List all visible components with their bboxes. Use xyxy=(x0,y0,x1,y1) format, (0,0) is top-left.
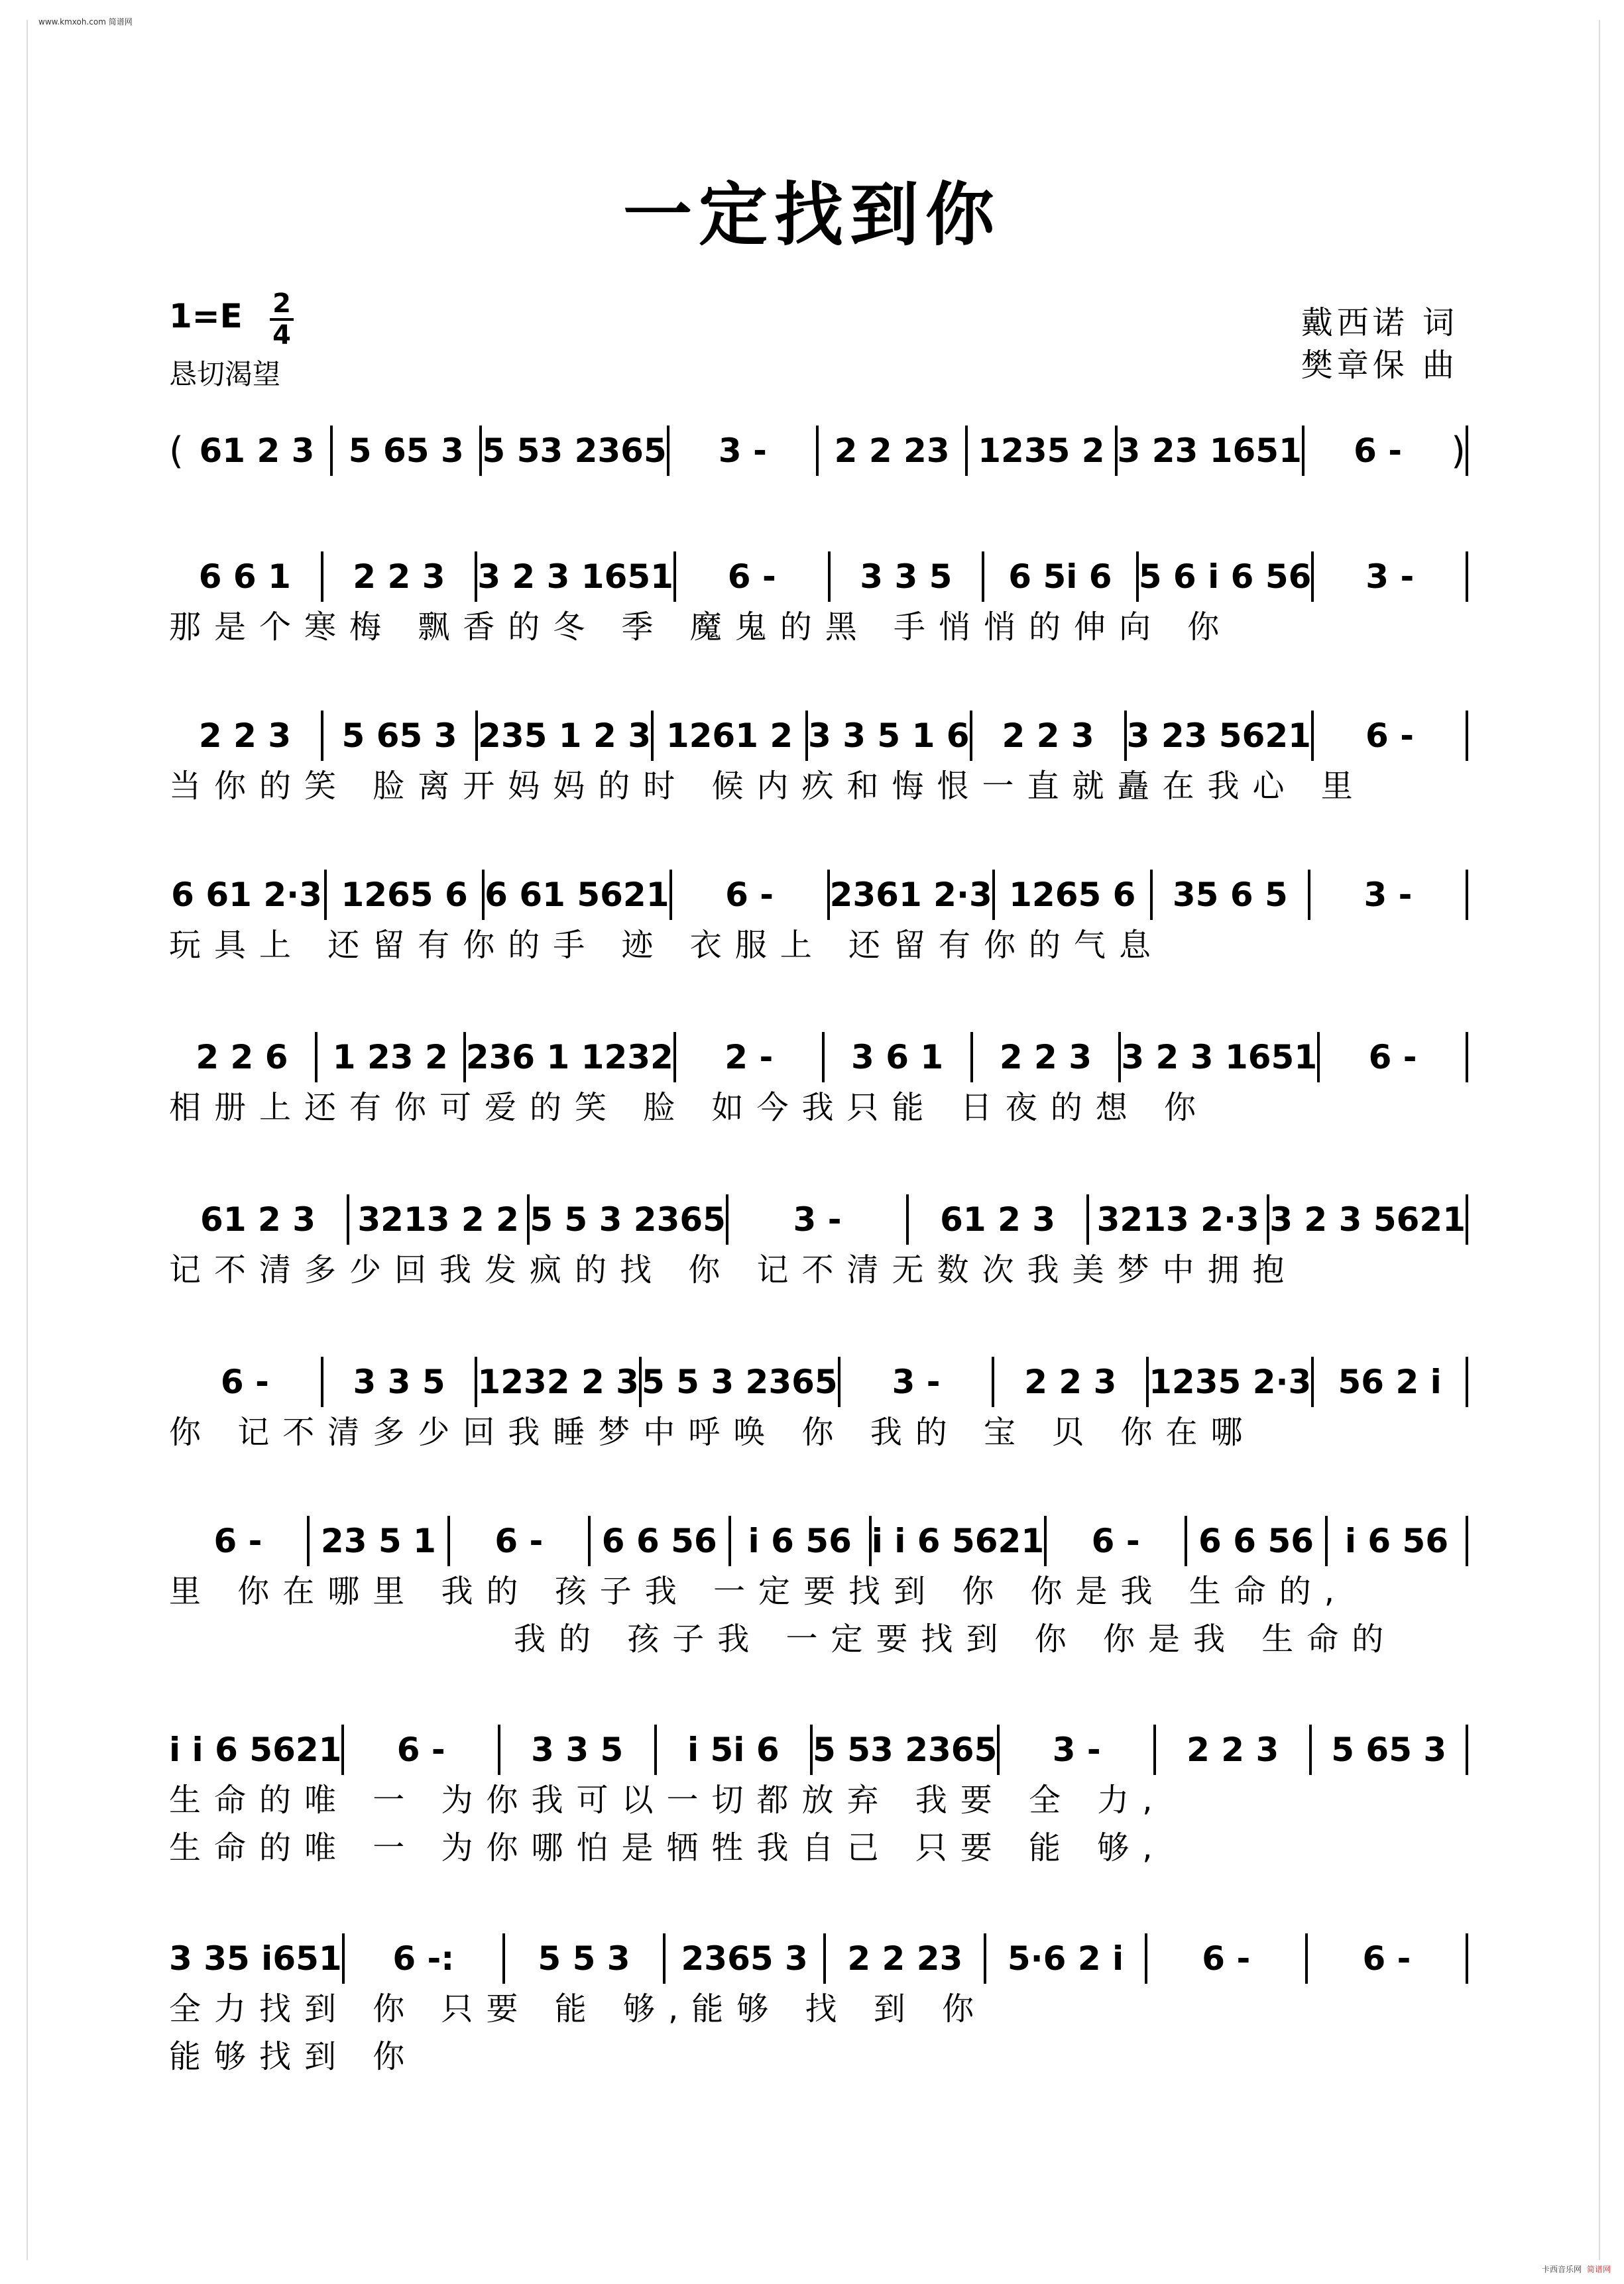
measure: 6 6 1 xyxy=(198,557,291,596)
measure: 5 53 2365 xyxy=(813,1731,998,1769)
measure: 1235 2·3 xyxy=(1149,1363,1312,1401)
score-system xyxy=(169,1932,1468,2081)
measure: 6 6 56 xyxy=(601,1522,717,1560)
barline xyxy=(1466,711,1468,761)
measure: 3213 2·3 xyxy=(1096,1200,1259,1239)
measure: 1265 6 xyxy=(1009,876,1136,914)
measure: 61 2 3 xyxy=(940,1200,1056,1239)
measure: 5 65 3 xyxy=(341,716,457,755)
measure: 6 - xyxy=(1091,1522,1140,1560)
notation-line xyxy=(169,1193,1468,1246)
barline xyxy=(1466,1516,1468,1566)
repeat-bracket-open: ( xyxy=(169,429,184,473)
footer-site-name: 卡西音乐网 xyxy=(1541,2265,1582,2274)
measure: 61 2 3 xyxy=(200,1200,316,1239)
lyric-line: 记不清多少回我发疯的找 你 记不清无数次我美梦中拥抱 xyxy=(169,1251,1298,1288)
measure: 6 - xyxy=(1362,1939,1411,1978)
measure: 23 5 1 xyxy=(320,1522,436,1560)
barline xyxy=(1466,870,1468,920)
measure: i i 6 5621 xyxy=(871,1522,1045,1560)
score-system xyxy=(169,550,1468,651)
measure: i i 6 5621 xyxy=(169,1731,342,1769)
measure: 35 6 5 xyxy=(1172,876,1288,914)
lyric-line: 那是个寒梅 飘香的冬 季 魔鬼的黑 手悄悄的伸向 你 xyxy=(169,608,1233,646)
measure: 5 6 i 6 56 xyxy=(1138,557,1312,596)
measure: 3 - xyxy=(1052,1731,1101,1769)
measure: 1 23 2 xyxy=(332,1038,448,1076)
notation-line xyxy=(169,1514,1468,1568)
notation-line xyxy=(169,868,1468,921)
measure: 5 53 2365 xyxy=(482,431,667,470)
notation-line xyxy=(169,424,1468,477)
lyric-line: 里 你在哪里 我的 孩子我 一定要找到 你 你是我 生命的, xyxy=(169,1573,1348,1610)
site-header: www.kmxoh.com 简谱网 xyxy=(38,17,133,27)
barline xyxy=(1466,551,1468,602)
measure: 6 61 5621 xyxy=(485,876,669,914)
measure: 6 - xyxy=(1354,431,1403,470)
measure: i 5i 6 xyxy=(687,1731,780,1769)
measure: 2 2 23 xyxy=(847,1939,963,1978)
score-system xyxy=(169,1355,1468,1456)
measure: 1265 6 xyxy=(341,876,468,914)
measure: 3 23 1651 xyxy=(1117,431,1302,470)
measure: 3 - xyxy=(718,431,767,470)
measure: 5 5 3 xyxy=(538,1939,630,1978)
score-system xyxy=(169,1193,1468,1294)
measure: 5·6 2 i xyxy=(1007,1939,1124,1978)
measure: 6 - xyxy=(1368,1038,1417,1076)
lyric-line: 玩具上 还留有你的手 迹 衣服上 还留有你的气息 xyxy=(169,927,1165,964)
lyricist-credit: 戴西诺 词 xyxy=(1301,304,1458,341)
notation-line xyxy=(169,550,1468,603)
measure: 3 2 3 5621 xyxy=(1269,1200,1466,1239)
song-title: 一定找到你 xyxy=(622,174,1001,255)
measure: 5 5 3 2365 xyxy=(641,1363,838,1401)
barline xyxy=(1466,1725,1468,1775)
notation-line xyxy=(169,1355,1468,1408)
measure: 3 3 5 xyxy=(531,1731,624,1769)
measure: 3 - xyxy=(1365,557,1415,596)
measure: 1261 2 xyxy=(666,716,793,755)
lyric-line: 全力找到 你 只要 能 够,能够 找 到 你 xyxy=(169,1990,988,2027)
measure: 3 - xyxy=(1363,876,1413,914)
site-footer xyxy=(1542,2263,1611,2275)
measure: 5 5 3 2365 xyxy=(530,1200,726,1239)
barline xyxy=(1466,1194,1468,1245)
notation-line xyxy=(169,1932,1468,1985)
tempo-marking: 恳切渴望 xyxy=(169,358,281,390)
measure: 6 6 56 xyxy=(1198,1522,1314,1560)
barline xyxy=(1466,426,1468,476)
lyric-line: 你 记不清多少回我睡梦中呼唤 你 我的 宝 贝 你在哪 xyxy=(169,1414,1256,1451)
measure: 6 - xyxy=(725,876,774,914)
time-signature-bottom: 4 xyxy=(272,320,291,351)
measure: i 6 56 xyxy=(1344,1522,1449,1560)
measure: 3 2 3 1651 xyxy=(477,557,673,596)
measure: 3 - xyxy=(892,1363,941,1401)
measure: 6 -: xyxy=(392,1939,455,1978)
measure: i 6 56 xyxy=(748,1522,852,1560)
measure: 6 - xyxy=(220,1363,269,1401)
measure: 6 - xyxy=(1202,1939,1251,1978)
measure: 2 2 3 xyxy=(1002,716,1094,755)
measure: 2 2 6 xyxy=(196,1038,288,1076)
lyric-line: 我的 孩子我 一定要找到 你 你是我 生命的 xyxy=(514,1621,1397,1658)
measure: 3 3 5 1 6 xyxy=(808,716,970,755)
lyric-line: 当你的笑 脸离开妈妈的时 候内疚和悔恨一直就矗在我心 里 xyxy=(169,768,1366,805)
measure: 1235 2 xyxy=(978,431,1105,470)
measure: 61 2 3 xyxy=(199,431,315,470)
measure: 6 5i 6 xyxy=(1008,557,1112,596)
measure: 2 2 23 xyxy=(834,431,950,470)
notation-line xyxy=(169,1723,1468,1776)
measure: 2361 2·3 xyxy=(829,876,992,914)
measure: 2 2 3 xyxy=(353,557,445,596)
measure: 3 - xyxy=(793,1200,842,1239)
score-system xyxy=(169,1031,1468,1131)
key-signature: 1=E xyxy=(169,297,243,335)
footer-brand: 简谱网 xyxy=(1586,2265,1611,2274)
measure: 3 6 1 xyxy=(851,1038,944,1076)
repeat-bracket-close: ) xyxy=(1451,429,1466,473)
barline xyxy=(1466,1032,1468,1082)
notation-line xyxy=(169,709,1468,762)
measure: 5 65 3 xyxy=(348,431,464,470)
score-system xyxy=(169,1723,1468,1872)
measure: 1232 2 3 xyxy=(477,1363,639,1401)
lyric-line: 相册上还有你可爱的笑 脸 如今我只能 日夜的想 你 xyxy=(169,1089,1210,1126)
lyric-line: 生命的唯 一 为你我可以一切都放弃 我要 全 力, xyxy=(169,1782,1166,1819)
measure: 56 2 i xyxy=(1338,1363,1442,1401)
lyric-line: 生命的唯 一 为你哪怕是牺牲我自己 只要 能 够, xyxy=(169,1829,1166,1866)
measure: 6 - xyxy=(396,1731,445,1769)
measure: 2 - xyxy=(725,1038,774,1076)
lyric-line: 能够找到 你 xyxy=(169,2038,418,2075)
measure: 5 65 3 xyxy=(1331,1731,1447,1769)
measure: 6 - xyxy=(1365,716,1414,755)
measure: 3 3 5 xyxy=(353,1363,445,1401)
notation-line xyxy=(169,1031,1468,1084)
measure: 235 1 2 3 xyxy=(478,716,651,755)
measure: 3 23 5621 xyxy=(1126,716,1311,755)
measure: 2 2 3 xyxy=(198,716,292,755)
measure: 6 - xyxy=(727,557,776,596)
measure: 6 - xyxy=(213,1522,262,1560)
composer-credit: 樊章保 曲 xyxy=(1301,347,1458,384)
score-system xyxy=(169,1514,1468,1663)
measure: 236 1 1232 xyxy=(465,1038,673,1076)
time-signature-top: 2 xyxy=(272,288,291,319)
measure: 2 2 3 xyxy=(1187,1731,1279,1769)
measure: 6 - xyxy=(494,1522,544,1560)
measure: 3 2 3 1651 xyxy=(1121,1038,1318,1076)
time-signature xyxy=(268,290,295,349)
barline xyxy=(1466,1933,1468,1984)
measure: 2 2 3 xyxy=(999,1038,1092,1076)
measure: 3 35 i651 xyxy=(169,1939,342,1978)
measure: 3213 2 2 xyxy=(357,1200,519,1239)
measure: 6 61 2·3 xyxy=(171,876,322,914)
measure: 2365 3 xyxy=(681,1939,808,1978)
score-system xyxy=(169,424,1468,477)
score-system xyxy=(169,868,1468,969)
barline xyxy=(1466,1357,1468,1407)
measure: 2 2 3 xyxy=(1024,1363,1117,1401)
score-system xyxy=(169,709,1468,810)
measure: 3 3 5 xyxy=(860,557,953,596)
